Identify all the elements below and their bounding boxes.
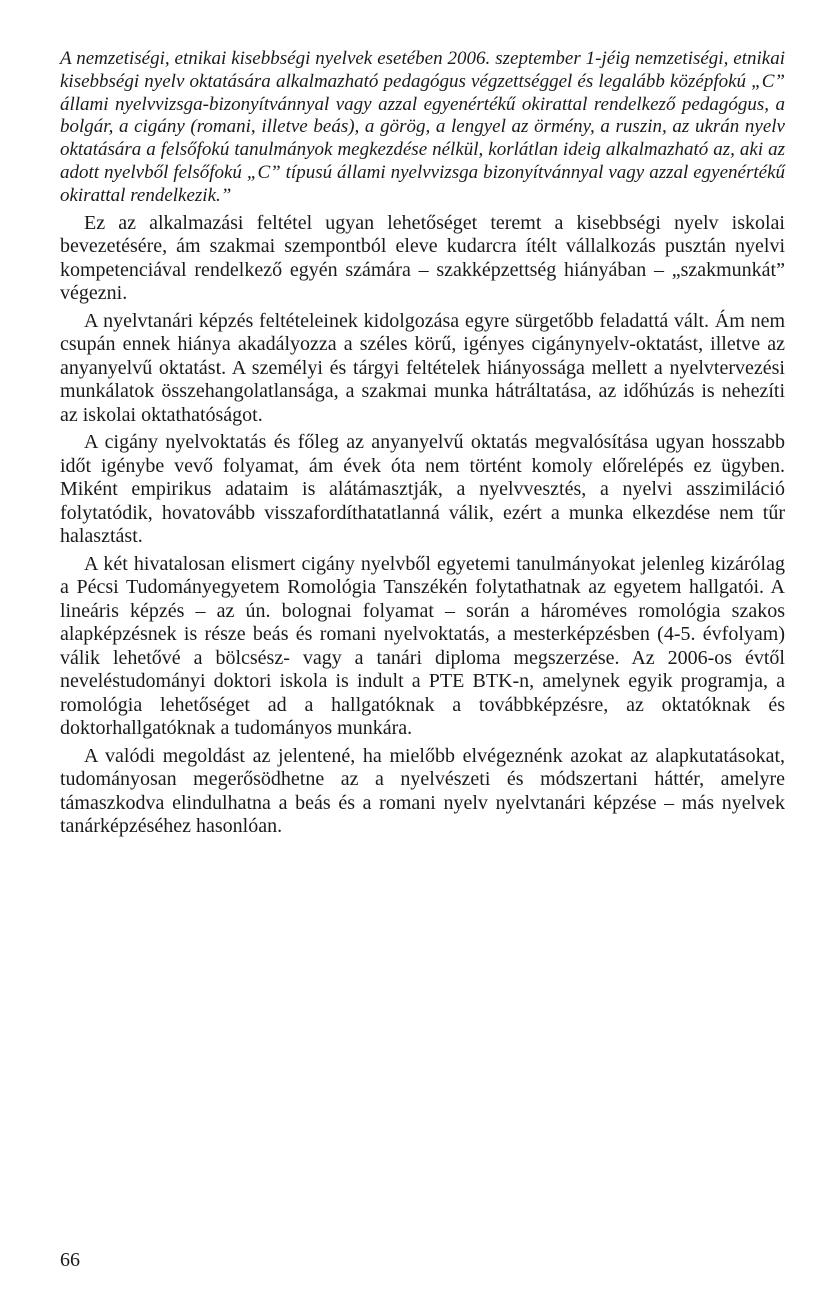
paragraph-1: Ez az alkalmazási feltétel ugyan lehetőséget teremt a kisebbségi nyelv iskolai bevezetésére, ám szakmai szempontból eleve kudarcra ítélt vállalkozás pusztán nyelvi kompetenciával rendelkező egyén számára – szakképzettség hiányában – „szakmunkát” végezni. xyxy=(60,211,785,305)
page-body xyxy=(60,48,785,839)
paragraph-3: A cigány nyelvoktatás és főleg az anyanyelvű oktatás megvalósítása ugyan hosszabb időt igénybe vevő folyamat, ám évek óta nem történt komoly előrelépés ez ügyben. Miként empirikus adataim is alátámasztják, a nyelvvesztés, a nyelvi asszimiláció folytatódik, hovatovább visszafordíthatatlanná válik, ezért a munka elkezdése nem tűr halasztást. xyxy=(60,431,785,548)
paragraph-5: A valódi megoldást az jelentené, ha mielőbb elvégeznénk azokat az alapkutatásokat, tudományosan megerősödhetne az a nyelvészeti és módszertani háttér, amelyre támaszkodva elindulhatna a beás és a romani nyelv nyelvtanári képzése – más nyelvek tanárképzéséhez hasonlóan. xyxy=(60,744,785,838)
paragraph-2: A nyelvtanári képzés feltételeinek kidolgozása egyre sürgetőbb feladattá vált. Ám nem csupán ennek hiánya akadályozza a széles körű, igényes cigánynyelv-oktatást, illetve az anyanyelvű oktatást. A személyi és tárgyi feltételek hiányossága mellett a nyelvtervezési munkálatok összehangolatlansága, a szakmai munka hátráltatása, az időhúzás is nehezíti az iskolai oktathatóságot. xyxy=(60,309,785,426)
page-number: 66 xyxy=(60,1249,80,1271)
paragraph-4: A két hivatalosan elismert cigány nyelvből egyetemi tanulmányokat jelenleg kizárólag a Pécsi Tudományegyetem Romológia Tanszékén folytathatnak az egyetem hallgatói. A lineáris képzés – az ún. bolognai folyamat – során a hároméves romológia szakos alapképzésnek is része beás és romani nyelvoktatás, a mesterképzésben (4-5. évfolyam) válik lehetővé a bölcsész- vagy a tanári diploma megszerzése. Az 2006-os évtől neveléstudományi doktori iskola is indult a PTE BTK-n, amelynek egyik programja, a romológia lehetőséget ad a hallgatóknak a továbbképzésre, az oktatóknak és doktorhallgatóknak a tudományos munkára. xyxy=(60,552,785,740)
quoted-regulation: A nemzetiségi, etnikai kisebbségi nyelvek esetében 2006. szeptember 1-jéig nemzetiségi, etnikai kisebbségi nyelv oktatására alkalmazható pedagógus végzettséggel és legalább középfokú „C” állami nyelvvizsga-bizonyítvánnyal vagy azzal egyenértékű okirattal rendelkező pedagógus, a bolgár, a cigány (romani, illetve beás), a görög, a lengyel az örmény, a ruszin, az ukrán nyelv oktatására a felsőfokú tanulmányok megkezdése nélkül, korlátlan ideig alkalmazható az, aki az adott nyelvből felsőfokú „C” típusú állami nyelvvizsga bizonyítvánnyal vagy azzal egyenértékű okirattal rendelkezik.” xyxy=(60,48,785,206)
